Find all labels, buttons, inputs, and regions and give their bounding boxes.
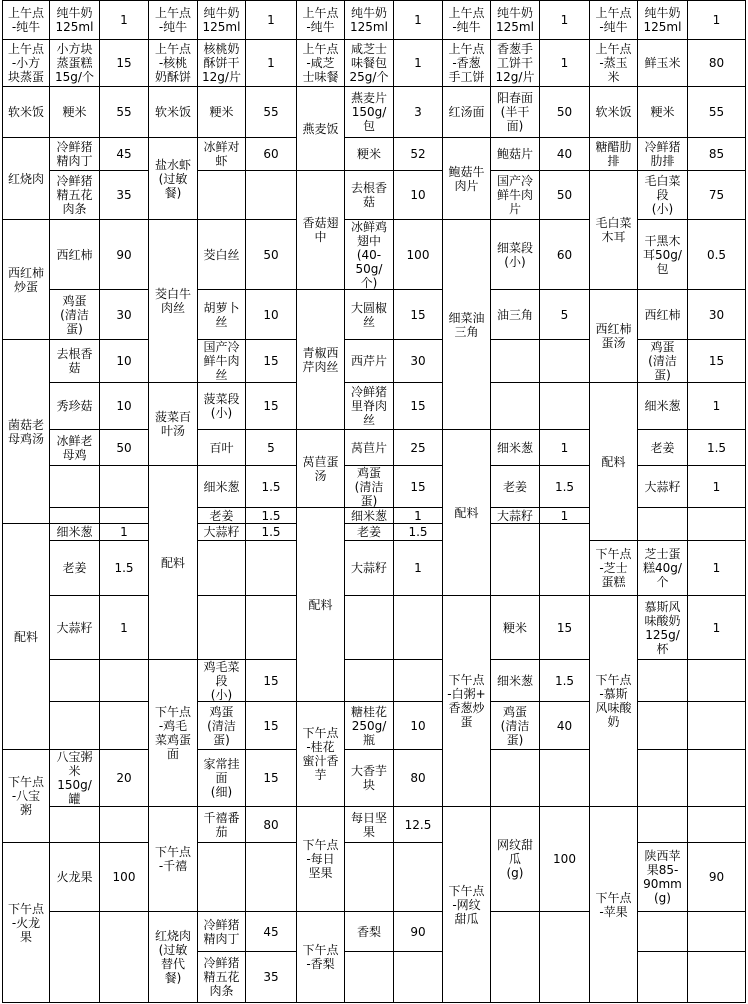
empty-cell [394, 596, 443, 660]
empty-cell [198, 171, 246, 220]
ingredient-cell: 香葱手 工饼干 12g/片 [491, 40, 540, 87]
quantity-cell: 0.5 [688, 220, 746, 290]
quantity-cell: 10 [246, 290, 297, 340]
ingredient-cell: 纯牛奶 125ml [345, 0, 394, 40]
dish-name-cell: 菌菇老 母鸡汤 [2, 340, 50, 524]
quantity-cell: 1.5 [246, 466, 297, 508]
dish-name-cell: 上午点 -咸芝 士味餐 [297, 40, 345, 87]
dish-name-cell: 软米饭 [2, 87, 50, 138]
quantity-cell: 30 [394, 340, 443, 383]
dish-name-cell: 配料 [590, 383, 638, 541]
empty-cell [345, 952, 394, 1003]
empty-cell [246, 171, 297, 220]
quantity-cell: 55 [100, 87, 149, 138]
ingredient-cell: 大蒜籽 [491, 508, 540, 524]
empty-cell [100, 702, 149, 750]
empty-cell [345, 843, 394, 912]
dish-name-cell: 下午点 -每日 坚果 [297, 807, 345, 912]
quantity-cell: 1 [688, 0, 746, 40]
ingredient-cell: 菠菜段 (小) [198, 383, 246, 430]
empty-cell [50, 912, 100, 1003]
ingredient-cell: 糖桂花 250g/ 瓶 [345, 702, 394, 750]
dish-name-cell: 盐水虾 (过敏 餐) [149, 138, 198, 220]
quantity-cell: 1 [540, 0, 590, 40]
ingredient-cell: 鸡蛋 (清洁 蛋) [491, 702, 540, 750]
ingredient-cell: 慕斯风 味酸奶 125g/ 杯 [638, 596, 688, 660]
ingredient-cell: 细米葱 [345, 508, 394, 524]
dish-name-cell: 下午点 -八宝 粥 [2, 750, 50, 843]
ingredient-cell: 纯牛奶 125ml [638, 0, 688, 40]
dish-name-cell: 上午点 -蒸玉 米 [590, 40, 638, 87]
empty-cell [688, 660, 746, 702]
quantity-cell: 15 [100, 40, 149, 87]
quantity-cell: 75 [688, 171, 746, 220]
ingredient-cell: 咸芝士 味餐包 25g/个 [345, 40, 394, 87]
dish-name-cell: 上午点 -香葱 手工饼 [443, 40, 491, 87]
dish-name-cell: 下午点 -千禧 [149, 807, 198, 912]
quantity-cell: 1 [100, 524, 149, 541]
empty-cell [638, 750, 688, 807]
ingredient-cell: 八宝粥 米 150g/ 罐 [50, 750, 100, 807]
dish-name-cell: 软米饭 [590, 87, 638, 138]
empty-cell [688, 508, 746, 541]
quantity-cell: 1.5 [100, 541, 149, 596]
empty-cell [50, 466, 100, 508]
ingredient-cell: 大蒜籽 [198, 524, 246, 541]
quantity-cell: 55 [688, 87, 746, 138]
quantity-cell: 3 [394, 87, 443, 138]
empty-cell [100, 807, 149, 843]
ingredient-cell: 国产冷 鲜牛肉 丝 [198, 340, 246, 383]
dish-name-cell: 上午点 -核桃 奶酥饼 [149, 40, 198, 87]
empty-cell [394, 660, 443, 702]
ingredient-cell: 纯牛奶 125ml [50, 0, 100, 40]
quantity-cell: 45 [100, 138, 149, 171]
empty-cell [491, 383, 540, 430]
quantity-cell: 35 [246, 952, 297, 1003]
dish-name-cell: 上午点 -纯牛 [149, 0, 198, 40]
ingredient-cell: 冷鲜猪 精肉丁 [50, 138, 100, 171]
ingredient-cell: 老姜 [50, 541, 100, 596]
empty-cell [50, 807, 100, 843]
quantity-cell: 15 [246, 660, 297, 702]
ingredient-cell: 粳米 [198, 87, 246, 138]
dish-name-cell: 莴苣蛋 汤 [297, 430, 345, 508]
ingredient-cell: 国产冷 鲜牛肉 片 [491, 171, 540, 220]
quantity-cell: 10 [100, 383, 149, 430]
quantity-cell: 45 [246, 912, 297, 952]
quantity-cell: 1 [688, 466, 746, 508]
quantity-cell: 100 [540, 807, 590, 912]
ingredient-cell: 鸡毛菜 段 (小) [198, 660, 246, 702]
ingredient-cell: 香梨 [345, 912, 394, 952]
dish-name-cell: 糖醋肋 排 [590, 138, 638, 171]
quantity-cell: 40 [540, 702, 590, 750]
ingredient-cell: 西芹片 [345, 340, 394, 383]
quantity-cell: 1 [100, 596, 149, 660]
quantity-cell: 15 [394, 290, 443, 340]
ingredient-cell: 火龙果 [50, 843, 100, 912]
quantity-cell: 100 [100, 843, 149, 912]
empty-cell [246, 596, 297, 660]
quantity-cell: 90 [100, 220, 149, 290]
empty-cell [638, 702, 688, 750]
quantity-cell: 10 [100, 340, 149, 383]
ingredient-cell: 去根香 菇 [50, 340, 100, 383]
ingredient-cell: 大圆椒 丝 [345, 290, 394, 340]
dish-name-cell: 红烧肉 [2, 138, 50, 220]
ingredient-cell: 细米葱 [50, 524, 100, 541]
quantity-cell: 1 [394, 40, 443, 87]
quantity-cell: 15 [394, 466, 443, 508]
quantity-cell: 52 [394, 138, 443, 171]
empty-cell [394, 952, 443, 1003]
dish-name-cell: 上午点 -纯牛 [2, 0, 50, 40]
ingredient-cell: 粳米 [491, 596, 540, 660]
dish-name-cell: 青椒西 芹肉丝 [297, 290, 345, 430]
dish-name-cell: 配料 [297, 508, 345, 702]
ingredient-cell: 鸡蛋 (清洁 蛋) [638, 340, 688, 383]
empty-cell [345, 660, 394, 702]
quantity-cell: 1 [246, 0, 297, 40]
quantity-cell: 100 [394, 220, 443, 290]
empty-cell [100, 508, 149, 524]
dish-name-cell: 茭白牛 肉丝 [149, 220, 198, 383]
dish-name-cell: 西红柿 蛋汤 [590, 290, 638, 383]
empty-cell [50, 508, 100, 524]
quantity-cell: 55 [246, 87, 297, 138]
ingredient-cell: 冷鲜猪 里脊肉 丝 [345, 383, 394, 430]
ingredient-cell: 燕麦片 150g/ 包 [345, 87, 394, 138]
quantity-cell: 25 [394, 430, 443, 466]
dish-name-cell: 配料 [443, 430, 491, 596]
quantity-cell: 1 [540, 430, 590, 466]
ingredient-cell: 纯牛奶 125ml [198, 0, 246, 40]
quantity-cell: 30 [100, 290, 149, 340]
quantity-cell: 1.5 [540, 466, 590, 508]
quantity-cell: 30 [688, 290, 746, 340]
empty-cell [491, 340, 540, 383]
quantity-cell: 60 [246, 138, 297, 171]
ingredient-cell: 老姜 [491, 466, 540, 508]
ingredient-cell: 粳米 [345, 138, 394, 171]
quantity-cell: 1 [394, 508, 443, 524]
dish-name-cell: 下午点 -芝士 蛋糕 [590, 541, 638, 596]
dish-name-cell: 毛白菜 木耳 [590, 171, 638, 290]
ingredient-cell: 冷鲜猪 精五花 肉条 [198, 952, 246, 1003]
quantity-cell: 1.5 [394, 524, 443, 541]
ingredient-cell: 家常挂 面 (细) [198, 750, 246, 807]
ingredient-cell: 莴苣片 [345, 430, 394, 466]
ingredient-cell: 大蒜籽 [345, 541, 394, 596]
empty-cell [491, 524, 540, 596]
empty-cell [688, 750, 746, 807]
dish-name-cell: 细菜油 三角 [443, 220, 491, 430]
quantity-cell: 50 [540, 171, 590, 220]
quantity-cell: 1 [540, 508, 590, 524]
dish-name-cell: 软米饭 [149, 87, 198, 138]
quantity-cell: 10 [394, 171, 443, 220]
ingredient-cell: 核桃奶 酥饼干 12g/片 [198, 40, 246, 87]
ingredient-cell: 大蒜籽 [638, 466, 688, 508]
empty-cell [100, 660, 149, 702]
quantity-cell: 1.5 [246, 508, 297, 524]
ingredient-cell: 鲍菇片 [491, 138, 540, 171]
dish-name-cell: 配料 [149, 466, 198, 660]
empty-cell [50, 660, 100, 702]
quantity-cell: 15 [688, 340, 746, 383]
ingredient-cell: 阳春面 (半干 面) [491, 87, 540, 138]
quantity-cell: 90 [688, 843, 746, 912]
quantity-cell: 80 [688, 40, 746, 87]
ingredient-cell: 纯牛奶 125ml [491, 0, 540, 40]
empty-cell [638, 807, 688, 843]
ingredient-cell: 冷鲜猪 肋排 [638, 138, 688, 171]
quantity-cell: 1 [100, 0, 149, 40]
dish-name-cell: 香菇翅 中 [297, 171, 345, 290]
ingredient-cell: 细米葱 [491, 430, 540, 466]
quantity-cell: 15 [246, 340, 297, 383]
dish-name-cell: 上午点 -纯牛 [297, 0, 345, 40]
empty-cell [50, 702, 100, 750]
dish-name-cell: 上午点 -小方 块蒸蛋 [2, 40, 50, 87]
quantity-cell: 12.5 [394, 807, 443, 843]
ingredient-cell: 冰鲜鸡 翅中 (40- 50g/ 个) [345, 220, 394, 290]
empty-cell [540, 340, 590, 383]
ingredient-cell: 老姜 [638, 430, 688, 466]
empty-cell [688, 912, 746, 952]
empty-cell [246, 541, 297, 596]
dish-name-cell: 上午点 -纯牛 [443, 0, 491, 40]
quantity-cell: 85 [688, 138, 746, 171]
ingredient-cell: 每日坚 果 [345, 807, 394, 843]
ingredient-cell: 胡萝卜 丝 [198, 290, 246, 340]
quantity-cell: 1 [688, 383, 746, 430]
quantity-cell: 5 [246, 430, 297, 466]
quantity-cell: 1 [394, 541, 443, 596]
quantity-cell: 1.5 [540, 660, 590, 702]
empty-cell [394, 843, 443, 912]
quantity-cell: 1 [246, 40, 297, 87]
quantity-cell: 60 [540, 220, 590, 290]
quantity-cell: 1.5 [688, 430, 746, 466]
empty-cell [540, 524, 590, 596]
dish-name-cell: 下午点 -网纹 甜瓜 [443, 807, 491, 1003]
quantity-cell: 10 [394, 702, 443, 750]
ingredient-cell: 陕西苹 果85- 90mm (g) [638, 843, 688, 912]
quantity-cell: 1.5 [246, 524, 297, 541]
quantity-cell: 5 [540, 290, 590, 340]
quantity-cell: 20 [100, 750, 149, 807]
quantity-cell: 40 [540, 138, 590, 171]
dish-name-cell: 西红柿 炒蛋 [2, 220, 50, 340]
ingredient-cell: 小方块 蒸蛋糕 15g/个 [50, 40, 100, 87]
ingredient-cell: 细米葱 [638, 383, 688, 430]
dish-name-cell: 下午点 -火龙 果 [2, 843, 50, 1003]
ingredient-cell: 千禧番 茄 [198, 807, 246, 843]
empty-cell [198, 843, 246, 912]
ingredient-cell: 冷鲜猪 精肉丁 [198, 912, 246, 952]
ingredient-cell: 百叶 [198, 430, 246, 466]
empty-cell [638, 508, 688, 541]
dish-name-cell: 下午点 -慕斯 风味酸 奶 [590, 596, 638, 807]
quantity-cell: 90 [394, 912, 443, 952]
empty-cell [246, 843, 297, 912]
ingredient-cell: 毛白菜 段 (小) [638, 171, 688, 220]
empty-cell [688, 952, 746, 1003]
quantity-cell: 1 [688, 541, 746, 596]
empty-cell [638, 952, 688, 1003]
ingredient-cell: 粳米 [638, 87, 688, 138]
empty-cell [100, 466, 149, 508]
ingredient-cell: 网纹甜 瓜 (g) [491, 807, 540, 912]
empty-cell [100, 912, 149, 1003]
ingredient-cell: 大蒜籽 [50, 596, 100, 660]
quantity-cell: 50 [540, 87, 590, 138]
ingredient-cell: 鲜玉米 [638, 40, 688, 87]
ingredient-cell: 油三角 [491, 290, 540, 340]
empty-cell [638, 660, 688, 702]
quantity-cell: 50 [246, 220, 297, 290]
dish-name-cell: 下午点 -桂花 蜜汁香 芋 [297, 702, 345, 807]
quantity-cell: 1 [688, 596, 746, 660]
empty-cell [688, 807, 746, 843]
empty-cell [491, 750, 540, 807]
quantity-cell: 15 [394, 383, 443, 430]
dish-name-cell: 红烧肉 (过敏 替代 餐) [149, 912, 198, 1003]
ingredient-cell: 茭白丝 [198, 220, 246, 290]
empty-cell [540, 750, 590, 807]
ingredient-cell: 鸡蛋 (清洁 蛋) [198, 702, 246, 750]
ingredient-cell: 老姜 [345, 524, 394, 541]
ingredient-cell: 大香芋 块 [345, 750, 394, 807]
ingredient-cell: 细菜段 (小) [491, 220, 540, 290]
ingredient-cell: 冷鲜猪 精五花 肉条 [50, 171, 100, 220]
dish-name-cell: 菠菜百 叶汤 [149, 383, 198, 466]
quantity-cell: 80 [394, 750, 443, 807]
ingredient-cell: 西红柿 [50, 220, 100, 290]
dish-name-cell: 配料 [2, 524, 50, 750]
empty-cell [688, 702, 746, 750]
quantity-cell: 50 [100, 430, 149, 466]
ingredient-cell: 秀珍菇 [50, 383, 100, 430]
empty-cell [198, 541, 246, 596]
dish-name-cell: 上午点 -纯牛 [590, 0, 638, 40]
dish-name-cell: 燕麦饭 [297, 87, 345, 171]
ingredient-cell: 冰鲜老 母鸡 [50, 430, 100, 466]
ingredient-cell: 细米葱 [198, 466, 246, 508]
ingredient-cell: 西红柿 [638, 290, 688, 340]
ingredient-cell: 老姜 [198, 508, 246, 524]
dish-name-cell: 鲍菇牛 肉片 [443, 138, 491, 220]
dish-name-cell: 下午点 -苹果 [590, 807, 638, 1003]
quantity-cell: 35 [100, 171, 149, 220]
quantity-cell: 1 [394, 0, 443, 40]
empty-cell [491, 912, 540, 1003]
dish-name-cell: 下午点 -白粥+ 香葱炒 蛋 [443, 596, 491, 807]
empty-cell [540, 383, 590, 430]
quantity-cell: 15 [246, 702, 297, 750]
ingredient-cell: 粳米 [50, 87, 100, 138]
quantity-cell: 80 [246, 807, 297, 843]
empty-cell [540, 912, 590, 1003]
empty-cell [638, 912, 688, 952]
dish-name-cell: 红汤面 [443, 87, 491, 138]
empty-cell [198, 596, 246, 660]
empty-cell [345, 596, 394, 660]
dish-name-cell: 下午点 -鸡毛 菜鸡蛋 面 [149, 660, 198, 807]
ingredient-cell: 芝士蛋 糕40g/ 个 [638, 541, 688, 596]
dish-name-cell: 下午点 -香梨 [297, 912, 345, 1003]
ingredient-cell: 去根香 菇 [345, 171, 394, 220]
ingredient-cell: 干黑木 耳50g/ 包 [638, 220, 688, 290]
ingredient-cell: 冰鲜对 虾 [198, 138, 246, 171]
ingredient-cell: 细米葱 [491, 660, 540, 702]
ingredient-cell: 鸡蛋 (清洁 蛋) [50, 290, 100, 340]
quantity-cell: 1 [540, 40, 590, 87]
quantity-cell: 15 [246, 383, 297, 430]
quantity-cell: 15 [540, 596, 590, 660]
quantity-cell: 15 [246, 750, 297, 807]
ingredient-cell: 鸡蛋 (清洁 蛋) [345, 466, 394, 508]
